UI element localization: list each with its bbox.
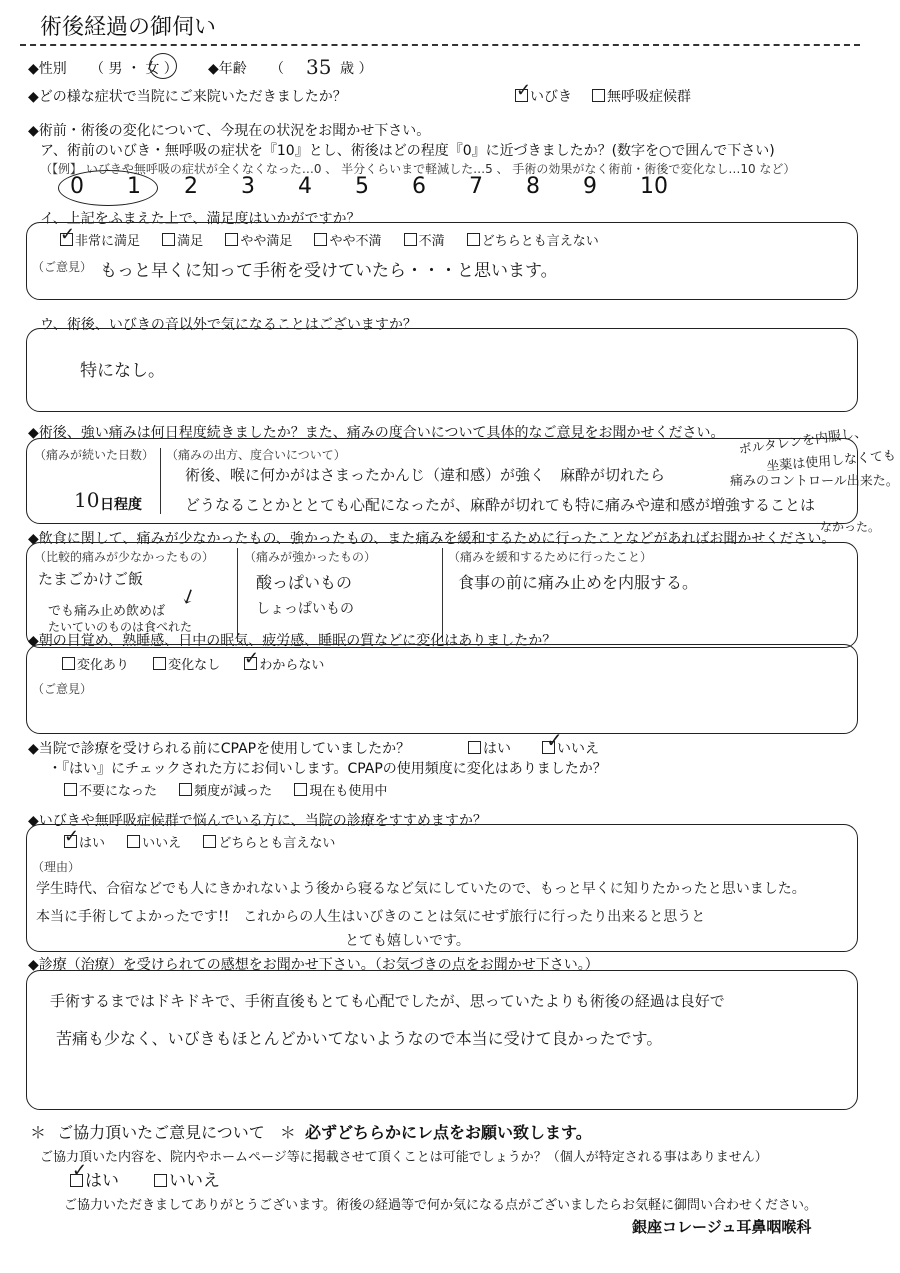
footer-heading bbox=[30, 1120, 592, 1143]
q2-sub-a: ア、術前のいびき・無呼吸の症状を『10』とし、術後はどの程度『0』に近づきましたか？(数字を○で囲んで下さい) bbox=[40, 143, 775, 159]
q3-comment[interactable]: もっと早くに知って手術を受けていたら・・・と思います。 bbox=[100, 261, 558, 281]
check-mark: ✓ bbox=[244, 648, 260, 669]
q6-col3-line1[interactable]: 食事の前に痛み止めを内服する。 bbox=[458, 573, 699, 592]
q6-col1-line3[interactable]: たいていのものは食べれた bbox=[48, 620, 193, 634]
q8-yes[interactable] bbox=[468, 738, 511, 758]
sex-circle-mark bbox=[149, 53, 177, 79]
q9-opt-2-label: どちらとも言えない bbox=[218, 836, 336, 851]
checkbox[interactable] bbox=[179, 783, 192, 796]
checkbox[interactable] bbox=[294, 783, 307, 796]
clinic-name: 銀座コレージュ耳鼻咽喉科 bbox=[632, 1218, 812, 1236]
q9-opt-2[interactable] bbox=[203, 836, 335, 851]
q9-options bbox=[64, 832, 335, 851]
q3-opt-5-label: どちらとも言えない bbox=[481, 234, 599, 249]
q7-opt-1-label: 変化なし bbox=[168, 658, 221, 673]
q3-opt-4[interactable] bbox=[404, 234, 445, 249]
footer-heading-bold: 必ずどちらかにレ点をお願い致します。 bbox=[305, 1123, 592, 1142]
scale-5[interactable]: 5 bbox=[355, 174, 369, 199]
scale-circle-mark bbox=[58, 170, 158, 206]
q7-opt-0[interactable] bbox=[62, 658, 129, 673]
q8-sub-opt-1-label: 頻度が減った bbox=[194, 784, 273, 799]
checkbox[interactable] bbox=[162, 233, 175, 246]
q4-text: ウ、術後、いびきの音以外で気になることはございますか？ bbox=[40, 317, 417, 333]
q9-text: ◆いびきや無呼吸症候群で悩んでいる方に、当院の診療をすすめますか？ bbox=[28, 813, 487, 829]
sex-label: ◆性別 bbox=[28, 61, 67, 77]
q5-degree-line2[interactable]: どうなることかととても心配になったが、麻酔が切れても特に痛みや違和感が増強することは bbox=[185, 496, 816, 514]
q7-opt-2-label: わからない bbox=[259, 658, 325, 673]
q7-comment-label: （ご意見） bbox=[32, 682, 93, 696]
q10-text: ◆診療（治療）を受けられての感想をお聞かせ下さい。（お気づきの点をお聞かせ下さい。） bbox=[28, 957, 599, 973]
footer-thanks: ご協力いただきましてありがとうございます。術後の経過等で何か気になる点がございましたらお気軽に御問い合わせください。 bbox=[64, 1198, 817, 1213]
q9-opt-0-label: はい bbox=[79, 836, 106, 851]
q5-days-unit: 日程度 bbox=[100, 497, 142, 513]
scale-9[interactable]: 9 bbox=[583, 174, 597, 199]
q5-degree-label: （痛みの出方、度合いについて） bbox=[166, 448, 346, 462]
checkbox[interactable] bbox=[64, 783, 77, 796]
q3-comment-label: （ご意見） bbox=[32, 260, 93, 274]
arrow-icon: ↙ bbox=[175, 581, 202, 611]
q4-answer[interactable]: 特になし。 bbox=[80, 361, 165, 381]
page-title: 術後経過の御伺い bbox=[40, 15, 217, 40]
footer-star-2: ＊ bbox=[279, 1123, 296, 1142]
q8-no-label: いいえ bbox=[557, 741, 599, 757]
q3-options bbox=[60, 230, 599, 249]
check-mark: ✓ bbox=[64, 826, 80, 847]
q5-text: ◆術後、強い痛みは何日程度続きましたか？また、痛みの度合いについて具体的なご意見をお聞かせください。 bbox=[28, 425, 725, 441]
q9-reason-line3[interactable]: とても嬉しいです。 bbox=[345, 933, 470, 949]
q5-days-value[interactable]: 10 bbox=[74, 488, 100, 512]
scale-3[interactable]: 3 bbox=[241, 174, 255, 199]
q3-text: イ、上記をふまえた上で、満足度はいかがですか？ bbox=[40, 211, 361, 227]
scale-2[interactable]: 2 bbox=[184, 174, 198, 199]
q3-opt-5[interactable] bbox=[467, 234, 599, 249]
q8-sub-opt-0[interactable] bbox=[64, 784, 157, 799]
checkbox[interactable] bbox=[153, 657, 166, 670]
q3-opt-0-label: 非常に満足 bbox=[75, 234, 141, 249]
q3-opt-2-label: やや満足 bbox=[240, 234, 293, 249]
checkbox[interactable] bbox=[404, 233, 417, 246]
q5-note-line3[interactable]: 痛みのコントロール出来た。 bbox=[730, 474, 899, 489]
q5-divider bbox=[160, 448, 161, 514]
q8-sub-opt-2-label: 現在も使用中 bbox=[309, 784, 388, 799]
q9-reason-line1[interactable]: 学生時代、合宿などでも人にきかれないよう後から寝るなど気にしていたので、もっと早くに知りたかったと思いました。 bbox=[36, 881, 806, 897]
q6-col2-line2[interactable]: しょっぱいもの bbox=[256, 601, 354, 617]
q5-degree-line3[interactable]: なかった。 bbox=[820, 520, 881, 534]
checkbox[interactable] bbox=[467, 233, 480, 246]
age-label: ◆年齢 bbox=[208, 61, 247, 77]
age-value[interactable]: 35 bbox=[306, 55, 332, 79]
checkbox[interactable] bbox=[225, 233, 238, 246]
check-mark: ✓ bbox=[546, 728, 563, 752]
q6-divider-2 bbox=[442, 548, 443, 642]
footer-no-label: いいえ bbox=[169, 1171, 220, 1191]
checkbox[interactable] bbox=[154, 1174, 167, 1187]
q6-col1-line2[interactable]: でも痛み止め飲めば bbox=[48, 604, 166, 619]
q10-line1[interactable]: 手術するまではドキドキで、手術直後もとても心配でしたが、思っていたよりも術後の経過は良好で bbox=[50, 992, 725, 1010]
age-unit: 歳 ） bbox=[340, 61, 373, 77]
checkbox[interactable] bbox=[127, 835, 140, 848]
q7-opt-1[interactable] bbox=[153, 658, 220, 673]
q1-option-apnea[interactable] bbox=[592, 86, 691, 106]
footer-no[interactable] bbox=[154, 1166, 220, 1191]
q5-degree-line1[interactable]: 術後、喉に何かがはさまったかんじ（違和感）が強く 麻酔が切れたら bbox=[185, 466, 666, 484]
q3-opt-1-label: 満足 bbox=[177, 234, 204, 249]
check-mark: ✓ bbox=[60, 224, 76, 245]
checkbox[interactable] bbox=[203, 835, 216, 848]
q2-example: （【例】 いびきや無呼吸の症状が全くなくなった…0 、 半分くらいまで軽減した…5 、 手術の効果がなく術前・術後で変化なし…10 など） bbox=[40, 162, 796, 176]
checkbox[interactable] bbox=[468, 741, 481, 754]
scale-7[interactable]: 7 bbox=[469, 174, 483, 199]
q5-days-label: （痛みが続いた日数） bbox=[34, 448, 155, 462]
q8-sub-options bbox=[64, 780, 387, 799]
q1-option-snoring-label: いびき bbox=[530, 89, 572, 105]
q3-opt-2[interactable] bbox=[225, 234, 292, 249]
q8-sub-opt-0-label: 不要になった bbox=[79, 784, 158, 799]
age-open-paren: （ bbox=[270, 61, 284, 77]
q7-opt-0-label: 変化あり bbox=[77, 658, 130, 673]
check-mark: ✓ bbox=[72, 1160, 88, 1181]
scale-6[interactable]: 6 bbox=[412, 174, 426, 199]
footer-heading-text: ご協力頂いたご意見について bbox=[57, 1123, 265, 1142]
q9-reason-line2[interactable]: 本当に手術してよかったです!! これからの人生はいびきのことは気にせず旅行に行ったり出来ると思うと bbox=[36, 909, 706, 925]
q6-col1-line1[interactable]: たまごかけご飯 bbox=[38, 570, 144, 588]
checkbox[interactable] bbox=[592, 89, 605, 102]
checkbox[interactable] bbox=[62, 657, 75, 670]
q2-text: ◆術前・術後の変化について、今現在の状況をお聞かせ下さい。 bbox=[28, 123, 431, 139]
q8-sub-opt-1[interactable] bbox=[179, 784, 272, 799]
footer-star-1: ＊ bbox=[30, 1123, 47, 1142]
q9-opt-1-label: いいえ bbox=[142, 836, 182, 851]
q10-line2[interactable]: 苦痛も少なく、いびきもほとんどかいてないようなので本当に受けて良かったです。 bbox=[56, 1029, 663, 1048]
sex-options[interactable]: （ 男 ・ 女 ） bbox=[90, 61, 178, 77]
q6-divider-1 bbox=[237, 548, 238, 642]
footer-question: ご協力頂いた内容を、院内やホームページ等に掲載させて頂くことは可能でしょうか？（個人が特定される事はありません） bbox=[40, 1150, 768, 1165]
scale-4[interactable]: 4 bbox=[298, 174, 312, 199]
q7-text: ◆朝の目覚め、熟睡感、日中の眠気、疲労感、睡眠の質などに変化はありましたか？ bbox=[28, 633, 557, 649]
q6-col3-label: （痛みを緩和するために行ったこと） bbox=[448, 550, 653, 564]
scale-0[interactable]: 0 bbox=[70, 174, 84, 199]
title-underline bbox=[20, 44, 860, 46]
q9-reason-label: （理由） bbox=[32, 860, 81, 874]
q8-sub-opt-2[interactable] bbox=[294, 784, 387, 799]
q3-opt-4-label: 不満 bbox=[418, 234, 445, 249]
q7-options bbox=[62, 654, 324, 673]
q5-note-line2[interactable]: 坐薬は使用しなくても bbox=[765, 448, 897, 475]
footer-yes-label: はい bbox=[85, 1171, 119, 1191]
checkbox[interactable] bbox=[314, 233, 327, 246]
q9-opt-1[interactable] bbox=[127, 836, 181, 851]
q8-sub: ・『はい』にチェックされた方にお伺いします。CPAPの使用頻度に変化はありましたか？ bbox=[48, 761, 607, 777]
q6-col2-line1[interactable]: 酸っぱいもの bbox=[256, 573, 353, 592]
scale-8[interactable]: 8 bbox=[526, 174, 540, 199]
scale-10[interactable]: 10 bbox=[640, 174, 668, 199]
q6-col2-label: （痛みが強かったもの） bbox=[244, 550, 377, 564]
q3-opt-3-label: やや不満 bbox=[329, 234, 382, 249]
scale-1[interactable]: 1 bbox=[127, 174, 141, 199]
q3-opt-3[interactable] bbox=[314, 234, 381, 249]
q8-yes-label: はい bbox=[483, 741, 511, 757]
q8-text: ◆当院で診療を受けられる前にCPAPを使用していましたか？ bbox=[28, 741, 411, 757]
check-mark: ✓ bbox=[516, 80, 532, 101]
q5-note-line1[interactable]: ボルタレンを内服し、 bbox=[737, 425, 868, 458]
q3-opt-1[interactable] bbox=[162, 234, 203, 249]
q1-text: ◆どの様な症状で当院にご来院いただきましたか？ bbox=[28, 89, 347, 105]
q1-option-apnea-label: 無呼吸症候群 bbox=[607, 89, 691, 105]
q6-text: ◆飲食に関して、痛みが少なかったもの、強かったもの、また痛みを緩和するために行ったことなどがあればお聞かせください。 bbox=[28, 531, 836, 547]
q6-col1-label: （比較的痛みが少なかったもの） bbox=[34, 550, 215, 564]
